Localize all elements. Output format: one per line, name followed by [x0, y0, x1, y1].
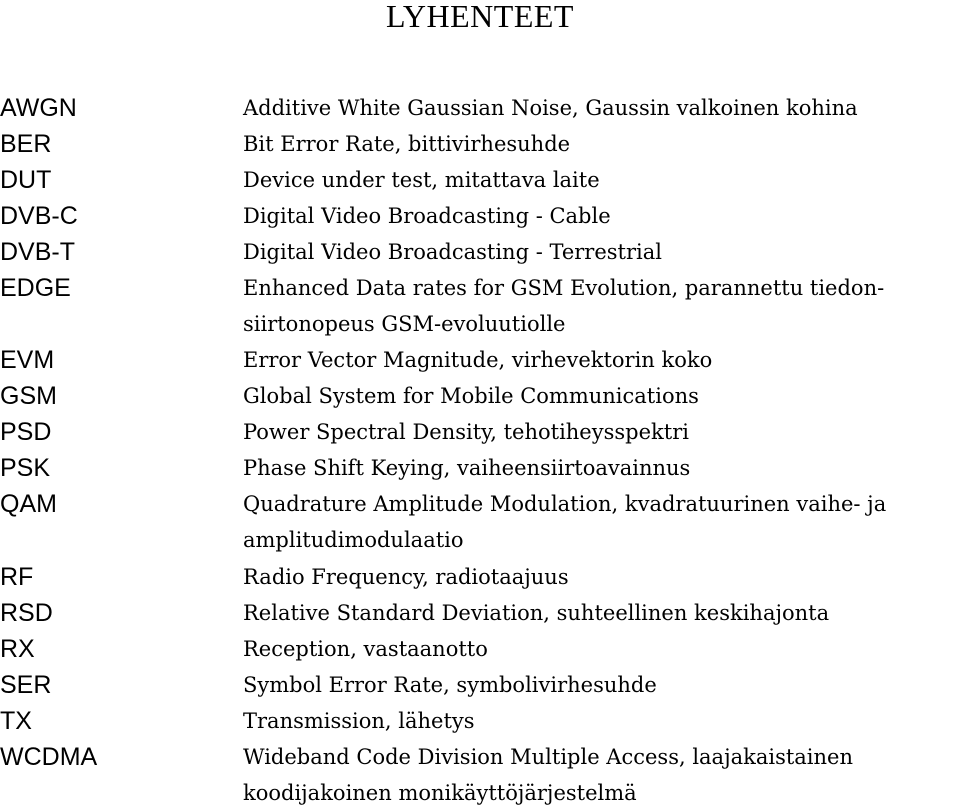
- abbreviation-definition: Reception, vastaanotto: [243, 637, 488, 661]
- abbreviation-definition: Digital Video Broadcasting - Cable: [243, 204, 611, 228]
- abbreviation-term: GSM: [0, 382, 57, 410]
- abbreviation-definition: Global System for Mobile Communications: [243, 384, 699, 408]
- abbreviation-definition: Enhanced Data rates for GSM Evolution, parannettu tiedon-: [243, 276, 885, 300]
- abbreviation-term: TX: [0, 707, 32, 735]
- abbreviation-term: BER: [0, 130, 52, 158]
- abbreviation-definition: Device under test, mitattava laite: [243, 168, 600, 192]
- abbreviation-definition-continuation: koodijakoinen monikäyttöjärjestelmä: [243, 781, 637, 805]
- abbreviation-definition: Symbol Error Rate, symbolivirhesuhde: [243, 673, 657, 697]
- abbreviation-term: PSD: [0, 418, 52, 446]
- abbreviation-definition-continuation: siirtonopeus GSM-evoluutiolle: [243, 312, 566, 336]
- abbreviation-term: DVB-T: [0, 238, 75, 266]
- abbreviation-definition: Digital Video Broadcasting - Terrestrial: [243, 240, 662, 264]
- abbreviation-term: EDGE: [0, 274, 71, 302]
- abbreviation-term: RSD: [0, 599, 53, 627]
- abbreviation-term: WCDMA: [0, 743, 98, 771]
- abbreviation-definition: Additive White Gaussian Noise, Gaussin valkoinen kohina: [243, 96, 858, 120]
- abbreviation-definition: Phase Shift Keying, vaiheensiirtoavainnus: [243, 456, 691, 480]
- abbreviation-term: EVM: [0, 346, 55, 374]
- abbreviation-definition: Bit Error Rate, bittivirhesuhde: [243, 132, 571, 156]
- abbreviation-term: DVB-C: [0, 202, 78, 230]
- abbreviation-term: RF: [0, 563, 34, 591]
- abbreviation-term: DUT: [0, 166, 52, 194]
- abbreviation-definition: Quadrature Amplitude Modulation, kvadratuurinen vaihe- ja: [243, 492, 887, 516]
- abbreviation-term: PSK: [0, 454, 51, 482]
- abbreviation-definition: Radio Frequency, radiotaajuus: [243, 565, 569, 589]
- abbreviation-definition: Relative Standard Deviation, suhteellinen keskihajonta: [243, 601, 830, 625]
- abbreviation-term: SER: [0, 671, 52, 699]
- abbreviation-term: AWGN: [0, 94, 77, 122]
- page-title: LYHENTEET: [386, 0, 574, 34]
- abbreviation-definition: Wideband Code Division Multiple Access, laajakaistainen: [243, 745, 853, 769]
- abbreviation-definition: Power Spectral Density, tehotiheysspektri: [243, 420, 689, 444]
- abbreviation-definition: Transmission, lähetys: [243, 709, 475, 733]
- abbreviation-definition: Error Vector Magnitude, virhevektorin koko: [243, 348, 713, 372]
- abbreviation-definition-continuation: amplitudimodulaatio: [243, 528, 464, 552]
- abbreviation-term: QAM: [0, 490, 57, 518]
- abbreviation-term: RX: [0, 635, 35, 663]
